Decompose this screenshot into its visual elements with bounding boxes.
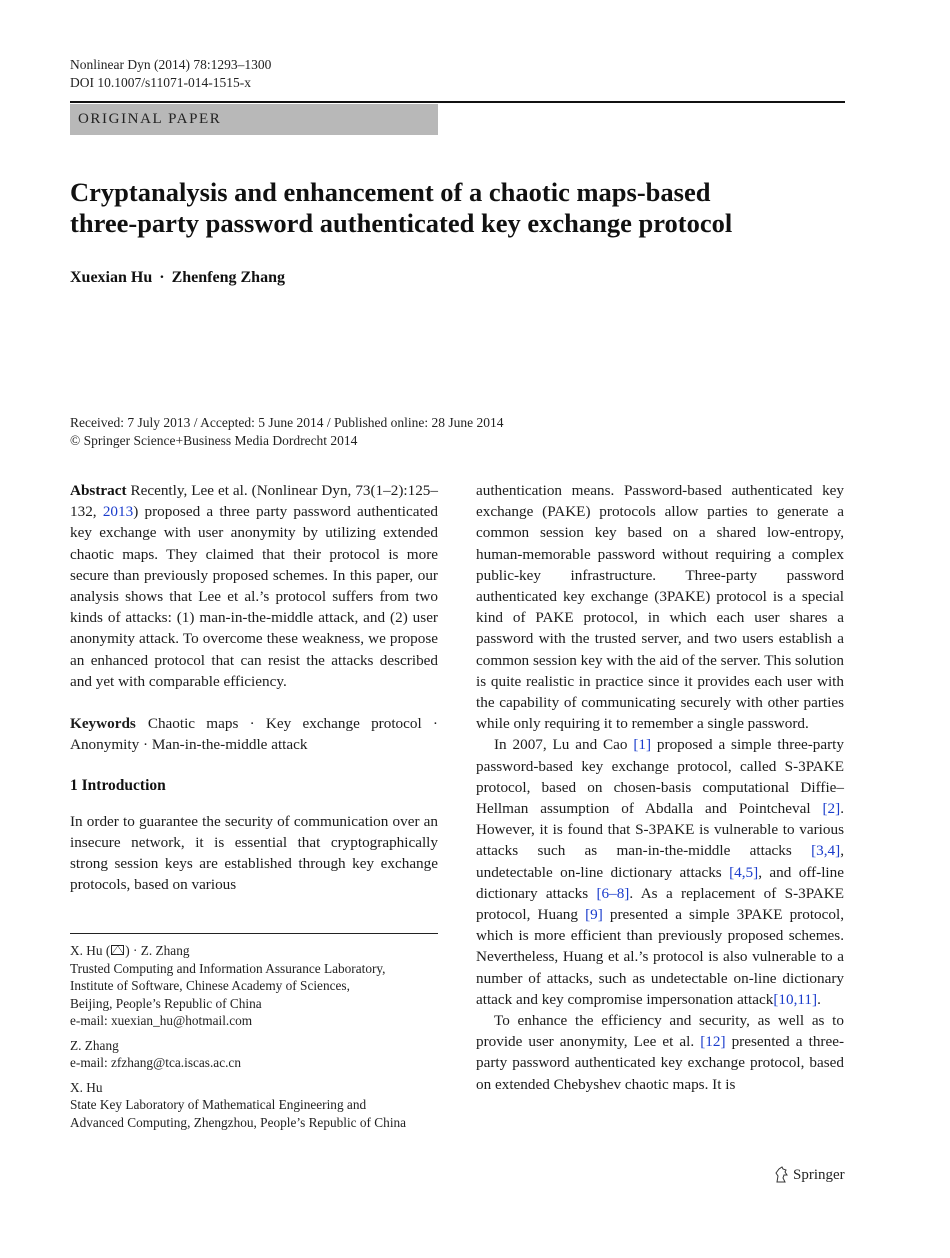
right-column xyxy=(476,480,844,1095)
para2-text: . xyxy=(817,990,821,1008)
footnote-author-zhang: ) · Z. Zhang xyxy=(125,943,190,958)
citation-link[interactable]: [2] xyxy=(822,800,841,818)
header-rule xyxy=(70,101,845,103)
right-paragraph-1: authentication means. Password-based authenticated key exchange (PAKE) protocols allow parties to generate a common session key based on a shared low-entropy, human-memorable password without requiring a complex public-key infrastructure. Three-party password authenticated key exchange (3PAKE) protocol is a special kind of PAKE protocol, in which each user shares a password with the trusted server, and two users establish a common session key with the aid of the server. This solution is quite realistic in practice since it provides each user with the capability of communicating securely with other parties while only requiring it to remember a single password. xyxy=(476,482,844,733)
keywords-text: Chaotic maps · Key exchange protocol · Anonymity · Man-in-the-middle attack xyxy=(70,715,438,754)
author-list xyxy=(70,269,285,287)
citation-link[interactable]: [9] xyxy=(585,906,603,924)
publisher-logo xyxy=(774,1166,845,1184)
para2-text: . As a replacement of S-3PAKE protocol, Huang xyxy=(476,884,844,924)
citation-link[interactable]: [10,11] xyxy=(773,990,818,1008)
abstract-year-link[interactable]: 2013 xyxy=(102,503,134,521)
author-footnote xyxy=(70,942,440,1131)
title-line-2: three-party password authenticated key exchange protocol xyxy=(70,208,733,238)
footnote-rule xyxy=(70,933,438,934)
citation-link[interactable]: [1] xyxy=(633,736,652,754)
footnote-authors xyxy=(70,942,440,960)
left-column xyxy=(70,480,438,895)
para2-text: proposed a simple three-party password-based key exchange protocol, called S-3PAKE protocol, based on chosen-basis computational Diffie–Hellman assumption of Abdalla and Pointcheval xyxy=(476,736,844,818)
paper-title xyxy=(70,177,850,239)
affiliation-2-line-2: Advanced Computing, Zhengzhou, People’s Republic of China xyxy=(70,1114,407,1130)
journal-header xyxy=(70,56,271,92)
citation-link[interactable]: [6–8] xyxy=(596,884,630,902)
section-heading-introduction: 1 Introduction xyxy=(70,777,166,795)
abstract-text-2: ) proposed a three party password authenticated key exchange with user anonymity by utilizing extended chaotic maps. They claimed that their protocol is more secure than previously proposed schemes. In this paper, our analysis shows that Lee et al.’s protocol suffers from two kinds of attacks: (1) man-in-the-middle attack, and (2) user anonymity attack. To overcome these weakness, we propose an enhanced protocol that can resist the attacks described and yet with comparable efficiency. xyxy=(70,503,438,690)
para2-text: . However, it is found that S-3PAKE is vulnerable to various attacks such as man-in-the-middle attacks xyxy=(476,800,844,860)
citation-link[interactable]: [3,4] xyxy=(811,842,841,860)
abstract-text-1: Recently, Lee et al. (Nonlinear Dyn, 73(1–2):125–132, xyxy=(70,482,438,521)
para2-text: presented a simple 3PAKE protocol, which is more efficient than previously proposed schemes. Nevertheless, Huang et al.’s protocol is also vulnerable to a number of attacks, such as undetectable on-line dictionary attack and key compromise impersonation attack xyxy=(476,906,844,1008)
abstract xyxy=(70,480,438,692)
affiliation-2-line-1: State Key Laboratory of Mathematical Engineering and xyxy=(70,1097,367,1112)
publication-dates xyxy=(70,414,503,450)
keywords-label: Keywords xyxy=(70,715,136,733)
author-2[interactable]: Zhenfeng Zhang xyxy=(171,269,285,286)
zhang-email[interactable]: e-mail: zfzhang@tca.iscas.ac.cn xyxy=(70,1055,241,1070)
para2-text: , undetectable on-line dictionary attacks xyxy=(476,842,844,881)
para3-text: presented a three-party password authenticated key exchange protocol, based on extended Chebyshev chaotic maps. It is xyxy=(476,1033,845,1093)
springer-horse-icon xyxy=(774,1166,790,1184)
author-separator: · xyxy=(159,269,165,286)
hu-name: X. Hu xyxy=(70,1079,103,1095)
citation-link[interactable]: [4,5] xyxy=(729,863,759,881)
para3-text: To enhance the efficiency and security, as well as to provide user anonymity, Lee et al. xyxy=(476,1012,844,1051)
affiliation-1-line-3: Beijing, People’s Republic of China xyxy=(70,995,262,1011)
keywords xyxy=(70,713,438,755)
hu-email[interactable]: e-mail: xuexian_hu@hotmail.com xyxy=(70,1013,253,1028)
journal-citation: Nonlinear Dyn (2014) 78:1293–1300 xyxy=(70,57,272,72)
para2-text: , and off-line dictionary attacks xyxy=(476,863,844,902)
author-1[interactable]: Xuexian Hu xyxy=(70,269,153,286)
title-line-1: Cryptanalysis and enhancement of a chaotic maps-based xyxy=(70,177,711,207)
article-type-badge: ORIGINAL PAPER xyxy=(70,104,438,135)
para2-text: In 2007, Lu and Cao xyxy=(494,736,634,754)
intro-paragraph: In order to guarantee the security of communication over an insecure network, it is essential that cryptographically strong session keys are established through key exchange protocols, based on various xyxy=(70,812,438,894)
history-line: Received: 7 July 2013 / Accepted: 5 June 2014 / Published online: 28 June 2014 xyxy=(70,415,504,430)
copyright-line: © Springer Science+Business Media Dordrecht 2014 xyxy=(70,433,358,448)
envelope-icon[interactable] xyxy=(111,945,124,955)
zhang-name: Z. Zhang xyxy=(70,1037,119,1053)
doi: DOI 10.1007/s11071-014-1515-x xyxy=(70,75,251,90)
publisher-name: Springer xyxy=(793,1166,845,1183)
affiliation-1-line-1: Trusted Computing and Information Assurance Laboratory, xyxy=(70,960,386,976)
right-paragraph-3 xyxy=(476,1010,844,1095)
footnote-author-hu: X. Hu ( xyxy=(70,943,111,958)
abstract-label: Abstract xyxy=(70,482,127,499)
affiliation-1-line-2: Institute of Software, Chinese Academy of Sciences, xyxy=(70,978,350,993)
right-paragraph-2 xyxy=(476,734,844,1010)
citation-link[interactable]: [12] xyxy=(700,1033,726,1051)
